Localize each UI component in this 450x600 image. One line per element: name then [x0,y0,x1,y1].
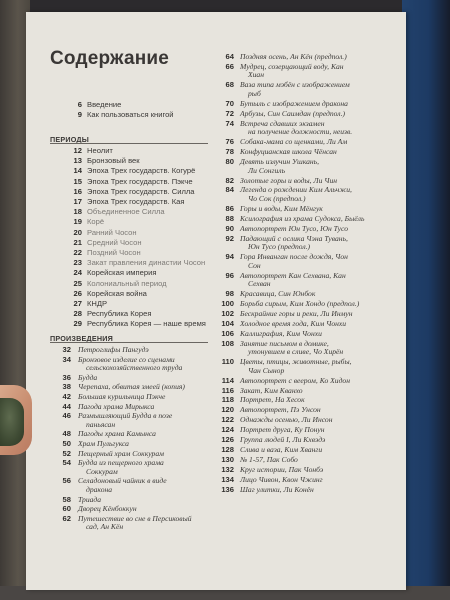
artwork-title-line: Селадоновый чайник в виде [78,476,167,486]
page-number: 29 [73,319,82,329]
artwork-title [78,374,206,383]
entry-title: Поздний Чосон [87,248,141,257]
artwork-title [240,110,400,119]
page-number: 84 [225,185,234,195]
artwork-title [240,377,400,386]
entry-title: Как пользоваться книгой [87,110,174,119]
artwork-title-line: Каллиграфия, Ким Чонхи [240,328,322,338]
entry-title: Корейская война [87,288,147,298]
entry-title: Республика Корея [87,309,152,319]
artwork-title [240,466,400,475]
artwork-title [240,81,400,98]
entry-title: Эпоха Трех государств. Пэкче [87,176,193,186]
works-header: ПРОИЗВЕДЕНИЯ [50,334,113,343]
artwork-title-line: Черепаха, обвитая змеей (копия) [78,382,185,392]
artwork-title [78,430,206,439]
page-number: 68 [225,80,234,90]
artwork-title-line: Автопортрет с веером, Ко Хидон [240,375,350,385]
page-number: 46 [62,411,71,421]
page-number: 38 [62,382,71,392]
artwork-title-line: Группа людей I, Ли Кхвэдэ [240,435,326,444]
artwork-title [240,340,400,357]
page-number: 25 [73,278,82,288]
artwork-title-line: Сон [248,260,261,270]
artwork-title-line: Портрет, На Хесок [240,395,305,405]
entry-title: Бронзовый век [87,156,140,166]
artwork-title-line: Горы и воды, Ким Мёнгук [240,203,323,213]
entry-title: Корейская империя [87,268,157,278]
page-number: 15 [73,176,82,186]
page-number: 134 [221,474,234,484]
page-number: 76 [225,137,234,147]
artwork-title-line: Большая курильница Пэкче [78,392,166,401]
page-number: 62 [62,513,71,523]
artwork-title-line: Шаг улитки, Ли Конён [240,484,314,494]
artwork-title [240,290,400,299]
page-number: 126 [221,435,234,444]
artwork-title [78,346,206,355]
artwork-title-line: Золотые горы и воды, Ли Чин [240,175,338,185]
artwork-title-line: Размышляющий Будда в позе [78,411,173,421]
artwork-title-line: Путешествие во сне в Персиковый [78,513,192,523]
artwork-title-line: Будда из пещерного храма [78,458,164,468]
artwork-title [240,426,400,435]
page-number: 136 [221,484,234,494]
entry-title: Колониальный период [87,278,167,288]
artwork-title-line: Автопортрет Юн Тусо, Юн Тусо [240,223,349,233]
book-page [26,12,406,590]
page-number: 132 [221,464,234,474]
page-number: 92 [225,233,234,243]
artwork-title [240,100,400,109]
artwork-title [240,330,400,339]
artwork-title-line: Пагода храма Мирыкса [78,401,155,411]
page-number: 106 [221,328,234,338]
artwork-title-line: Легенда о рождении Ким Альчжи, [240,185,352,195]
artwork-title [240,406,400,415]
artwork-title-line: Цветы, птицы, животные, рыбы, [240,357,352,367]
artwork-title-line: Ваза типа мэбён с изображением [240,80,350,90]
artwork-title [240,476,400,485]
artwork-title-line: Красавица, Син Юнбок [240,289,316,299]
entry-title: Введение [87,100,122,109]
artwork-title [240,486,400,495]
artwork-title-line: сельскохозяйственного труда [86,363,183,373]
page-number: 116 [221,385,234,395]
artwork-title [240,120,400,137]
artwork-title [78,477,206,494]
artwork-title-line: рыб [248,88,261,98]
artwork-title-line: Соккурам [86,466,118,476]
artwork-title [78,440,206,449]
page-number: 98 [225,289,234,299]
entry-title: Республика Корея — наше время [87,319,206,329]
artwork-title [78,450,206,459]
entry-title: Закат правления династии Чосон [87,258,206,268]
artwork-title-line: Чо Сок (предпол.) [248,193,306,203]
artwork-title [240,387,400,396]
artwork-title-line: Арбузы, Син Саимдан (предпол.) [240,108,346,118]
artwork-title [240,138,400,147]
page-number: 36 [62,372,71,382]
page-number: 80 [225,157,234,166]
artwork-title-line: Встреча сдавших экзамен [240,118,325,128]
artwork-title-line: Пещерный храм Соккурам [78,448,164,458]
artwork-title-line: Будда [78,372,98,382]
artwork-title [240,320,400,329]
artwork-title-line: № 1-57, Пак Собо [240,454,298,464]
page-number: 28 [73,309,82,319]
page-number: 13 [73,156,82,166]
page-number: 34 [62,354,71,364]
artwork-title [240,358,400,375]
artwork-title [240,456,400,465]
artwork-title-line: Бронзовое изделие со сценами [78,354,175,364]
artwork-title-line: Падающий с осликa Чэна Тувань, [240,233,348,243]
artwork-title [78,496,206,505]
page-number: 32 [62,345,71,354]
green-nail [0,398,24,446]
page-number: 94 [225,252,234,262]
entry-title: Неолит [87,146,113,155]
artwork-title-line: Ксилография из храма Судокса, Быёль [240,213,365,223]
page-number: 58 [62,494,71,504]
page-number: 54 [62,458,71,468]
artwork-title [240,416,400,425]
page-number: 118 [221,395,234,405]
entry-title: Эпоха Трех государств. Кая [87,197,185,206]
artwork-title [240,158,400,175]
background-book-cover [402,0,450,600]
artwork-title-line: Слива и ваза, Ким Хванги [240,444,323,454]
artwork-title [240,186,400,203]
artwork-title [240,53,400,62]
page-number: 21 [73,237,82,247]
artwork-title [78,356,206,373]
page-number: 66 [225,61,234,71]
artwork-title-line: паньясан [86,419,116,429]
artwork-title [240,177,400,186]
page-number: 86 [225,203,234,213]
page-number: 104 [221,318,234,328]
artwork-title-line: Мудрец, созерцающий воду, Кан [240,61,344,71]
entry-title: Средний Чосон [87,237,142,247]
page-number: 52 [62,448,71,458]
page-number: 26 [73,288,82,298]
page-number: 20 [73,227,82,237]
artwork-title-line: Хиан [248,70,264,80]
page-number: 90 [225,223,234,233]
page-number: 17 [73,197,82,206]
artwork-title [78,505,206,514]
artwork-title-line: Лицо Чивон, Квон Чжинг [240,474,323,484]
entry-title: КНДР [87,299,108,308]
artwork-title [240,396,400,405]
page-number: 42 [62,392,71,401]
artwork-title [240,436,400,445]
artwork-title-line: Закат, Ким Кванхо [240,385,303,395]
artwork-title-line: Автопортрет, Пэ Унсон [240,405,321,415]
artwork-title-line: дракона [86,484,113,494]
page-number: 64 [225,52,234,61]
entry-title: Корё [87,217,105,227]
page-number: 96 [225,270,234,280]
artwork-title [78,515,206,532]
artwork-title-line: Девять излучин Ушкань, [240,157,320,166]
page-number: 124 [221,425,234,435]
page-number: 102 [221,308,234,318]
artwork-title [240,310,400,319]
entry-title: Объединенное Силла [87,207,165,217]
artwork-title-line: Пагоды храма Камынса [78,429,156,439]
entry-title: Эпоха Трех государств. Силла [87,186,195,196]
periods-header: ПЕРИОДЫ [50,135,89,144]
page-number: 22 [73,248,82,257]
entry-title: Эпоха Трех государств. Когурё [87,166,196,176]
page-number: 16 [73,186,82,196]
artwork-title [240,63,400,80]
artwork-title-line: Чан Сынор [248,365,285,375]
artwork-title [240,205,400,214]
entry-title: Ранний Чосон [87,227,137,237]
artwork-title-line: Триада [78,494,102,504]
page-number: 100 [221,299,234,308]
page-number: 60 [62,504,71,514]
artwork-title [240,215,400,224]
artwork-title [78,403,206,412]
artwork-title [78,393,206,402]
page-number: 23 [73,258,82,268]
artwork-title-line: Ли Сонгиль [248,165,286,175]
page-number: 108 [221,338,234,348]
artwork-title [78,383,206,392]
page-number: 6 [77,100,82,109]
page-number: 88 [225,213,234,223]
page-number: 56 [62,476,71,486]
page-number: 120 [221,405,234,415]
artwork-title-line: Поздняя осень, Ан Кён (предпол.) [240,52,347,61]
page-number: 18 [73,207,82,217]
artwork-title [240,272,400,289]
artwork-title [78,459,206,476]
artwork-title [240,446,400,455]
page-number: 72 [225,108,234,118]
artwork-title-line: Гора Инванган после дождя, Чон [240,252,348,262]
artwork-title-line: Петроглифы Пангудэ [78,345,149,354]
artwork-title-line: Храм Пульгукса [78,439,129,448]
page-number: 48 [62,429,71,439]
artwork-title-line: утонувшем в сливе, Чо Хирён [248,347,344,357]
page-number: 50 [62,439,71,448]
page-number: 12 [73,146,82,155]
artwork-title-line: Дворец Кёнбоккун [78,504,137,514]
page-number: 74 [225,118,234,128]
artwork-title-line: Собака-мама со щенками, Ли Ам [240,137,348,147]
artwork-title-line: Однажды осенью, Ли Инсон [240,415,333,425]
artwork-title-line: Портрет друга, Ку Понун [240,425,325,435]
artwork-title [240,300,400,309]
artwork-title-line: Круг истории, Пак Чонбэ [240,464,324,474]
page-number: 114 [221,375,234,385]
page-number: 19 [73,217,82,227]
artwork-title-line: Бескрайние горы и реки, Ли Инмун [240,308,353,318]
artwork-title-line: Юн Тусо (предпол.) [248,242,311,252]
page-number: 128 [221,444,234,454]
page-number: 70 [225,98,234,108]
artwork-title [240,253,400,270]
page-number: 14 [73,166,82,176]
page-number: 24 [73,268,82,278]
artwork-title-line: на получение должности, неизв. [248,127,353,137]
page-title: Содержание [50,48,170,69]
page-number: 110 [221,357,234,367]
section-divider [50,342,208,343]
page-number: 27 [73,299,82,308]
artwork-title-line: сад, Ан Кён [86,522,124,532]
artwork-title-line: Холодное время года, Ким Чонхи [240,318,347,328]
section-divider [50,143,208,144]
page-number: 82 [225,175,234,185]
page-number: 9 [77,110,82,119]
artwork-title-line: Бутыль с изображением дракона [240,98,348,108]
artwork-title-line: Конфуцианская школа Чёнсан [240,147,337,157]
page-number: 78 [225,147,234,157]
page-number: 122 [221,415,234,425]
page-number: 44 [62,401,71,411]
artwork-title [240,235,400,252]
artwork-title-line: Сехван [248,279,271,289]
artwork-title-line: Автопортрет Кан Сехвана, Кан [240,270,346,280]
artwork-title-line: Борьба сирым, Ким Хондо (предпол.) [240,299,360,308]
artwork-title-line: Занятие письмом в домике, [240,338,329,348]
page-number: 130 [221,454,234,464]
artwork-title [240,148,400,157]
artwork-title [240,225,400,234]
artwork-title [78,412,206,429]
